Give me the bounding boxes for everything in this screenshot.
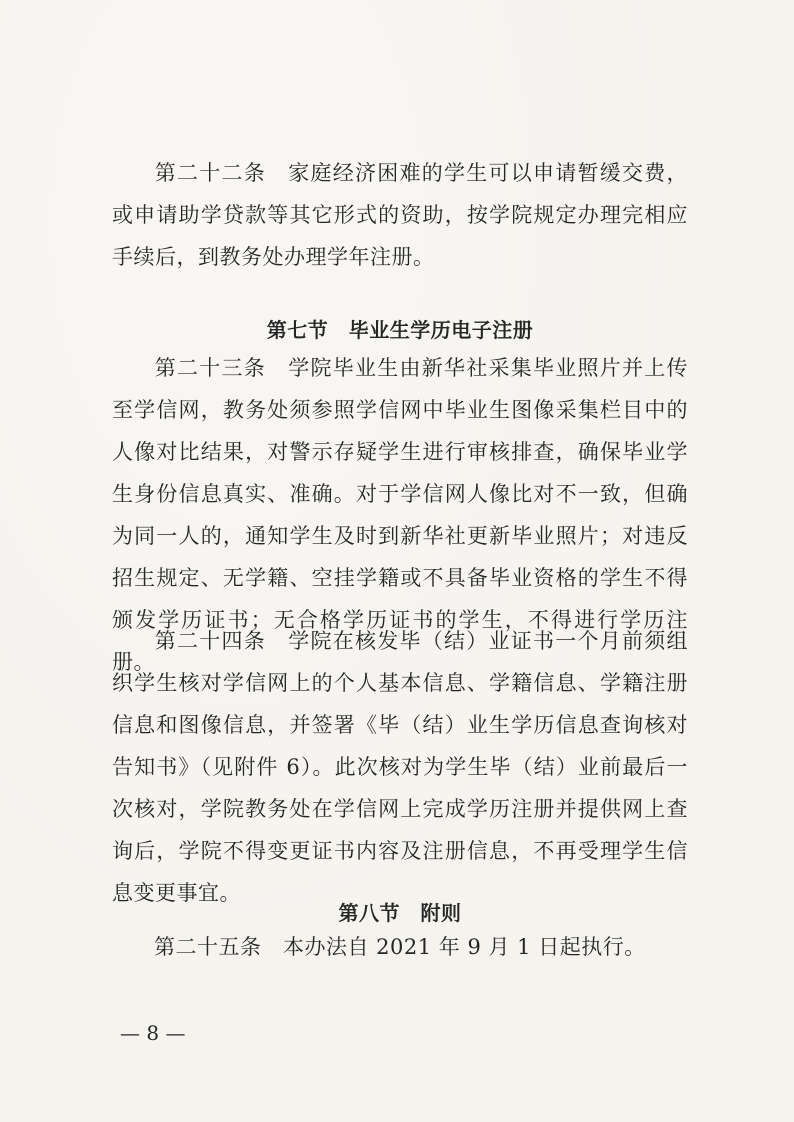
article-25-paragraph bbox=[112, 926, 688, 968]
page-number: — 8 — bbox=[120, 1021, 186, 1045]
section-7-title: 第七节 毕业生学历电子注册 bbox=[266, 318, 534, 342]
article-23-text: 第二十三条 学院毕业生由新华社采集毕业照片并上传至学信网，教务处须参照学信网中毕业生图像采集栏目中的人像对比结果，对警示存疑学生进行审核排查，确保毕业学生身份信息真实、准确。对于学信网人像比对不一致，但确为同一人的，通知学生及时到新华社更新毕业照片；对违反招生规定、无学籍、空挂学籍或不具备毕业资格的学生不得颁发学历证书；无合格学历证书的学生，不得进行学历注册。 bbox=[112, 356, 688, 674]
article-22-paragraph bbox=[112, 152, 688, 278]
article-24-paragraph bbox=[112, 620, 688, 914]
article-22-text: 第二十二条 家庭经济困难的学生可以申请暂缓交费，或申请助学贷款等其它形式的资助，按学院规定办理完相应手续后，到教务处办理学年注册。 bbox=[112, 161, 688, 269]
article-25-text: 第二十五条 本办法自 2021 年 9 月 1 日起执行。 bbox=[154, 935, 646, 959]
section-8-title: 第八节 附则 bbox=[338, 901, 462, 925]
article-24-text: 第二十四条 学院在核发毕（结）业证书一个月前须组织学生核对学信网上的个人基本信息、学籍信息、学籍注册信息和图像信息，并签署《毕（结）业生学历信息查询核对告知书》（见附件 6）。此次核对为学生毕（结）业前最后一次核对，学院教务处在学信网上完成学历注册并提供网上查询后，学院不得变更证书内容及注册信息，不再受理学生信息变更事宜。 bbox=[112, 629, 688, 905]
